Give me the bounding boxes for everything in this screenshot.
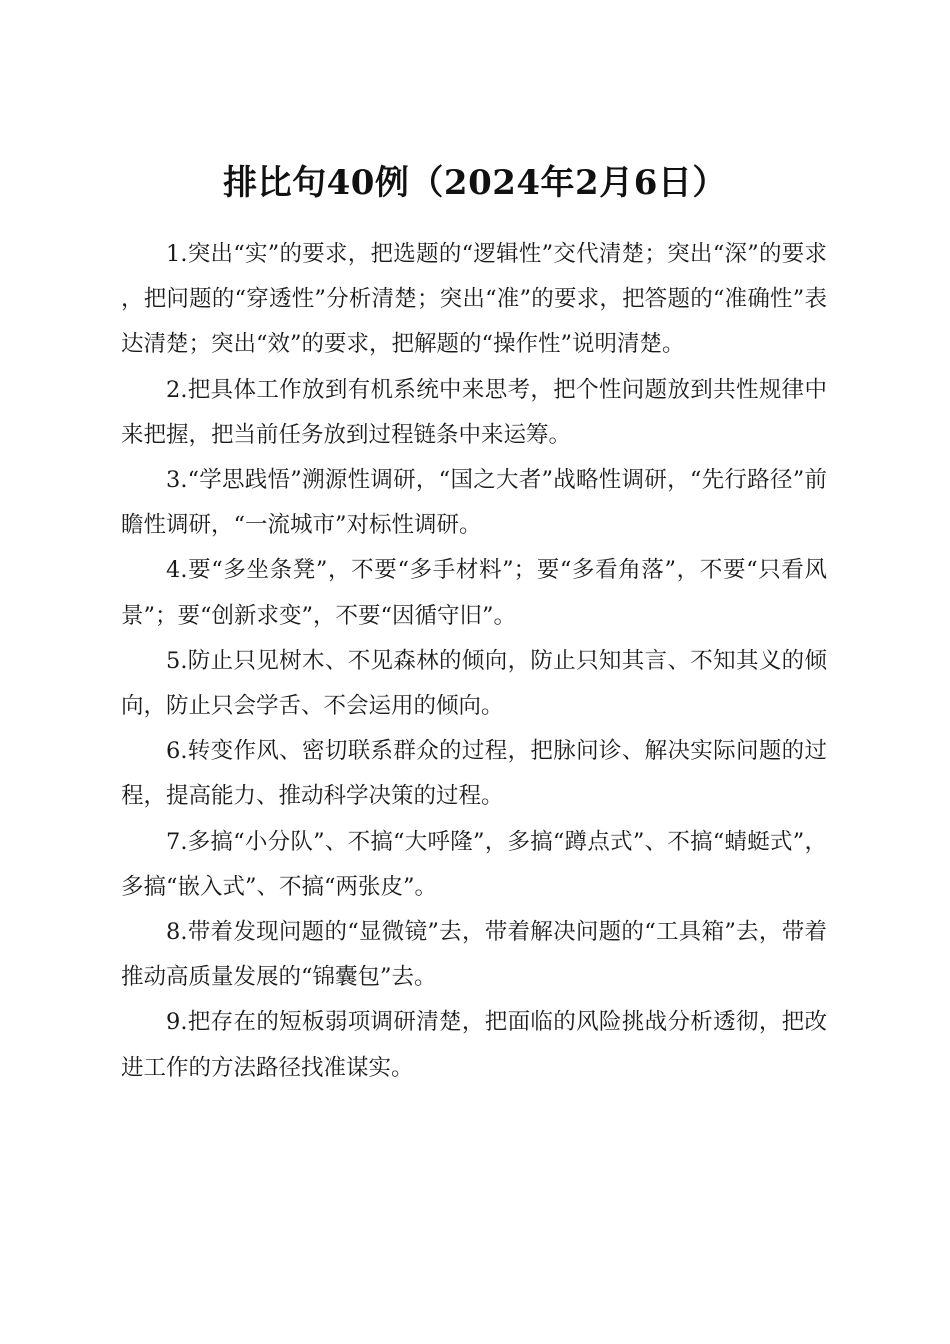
paragraph-4: 4.要“多坐条凳”，不要“多手材料”；要“多看角落”，不要“只看风景”；要“创新求变”，不要“因循守旧”。	[121, 557, 827, 629]
paragraph-6: 6.转变作风、密切联系群众的过程，把脉问诊、解决实际问题的过程，提高能力、推动科学决策的过程。	[121, 738, 827, 810]
paragraph-1: 1.突出“实”的要求，把选题的“逻辑性”交代清楚；突出“深”的要求，把问题的“穿透性”分析清楚；突出“准”的要求，把答题的“准确性”表达清楚；突出“效”的要求，把解题的“操作性”说明清楚。	[121, 241, 827, 358]
paragraph-2: 2.把具体工作放到有机系统中来思考，把个性问题放到共性规律中来把握，把当前任务放到过程链条中来运筹。	[121, 376, 827, 448]
document-title: 排比句40例（2024年2月6日）	[223, 162, 727, 203]
paragraph-5: 5.防止只见树木、不见森林的倾向，防止只知其言、不知其义的倾向，防止只会学舌、不会运用的倾向。	[121, 647, 827, 720]
paragraph-9: 9.把存在的短板弱项调研清楚，把面临的风险挑战分析透彻，把改进工作的方法路径找准谋实。	[121, 1009, 827, 1081]
document-body	[121, 232, 827, 1091]
paragraph-8: 8.带着发现问题的“显微镜”去，带着解决问题的“工具箱”去，带着推动高质量发展的“锦囊包”去。	[121, 919, 827, 991]
paragraph-3: 3.“学思践悟”溯源性调研，“国之大者”战略性调研，“先行路径”前瞻性调研，“一流城市”对标性调研。	[121, 467, 827, 539]
paragraph-7: 7.多搞“小分队”、不搞“大呼隆”，多搞“蹲点式”、不搞“蜻蜓式”，多搞“嵌入式”、不搞“两张皮”。	[121, 828, 827, 900]
